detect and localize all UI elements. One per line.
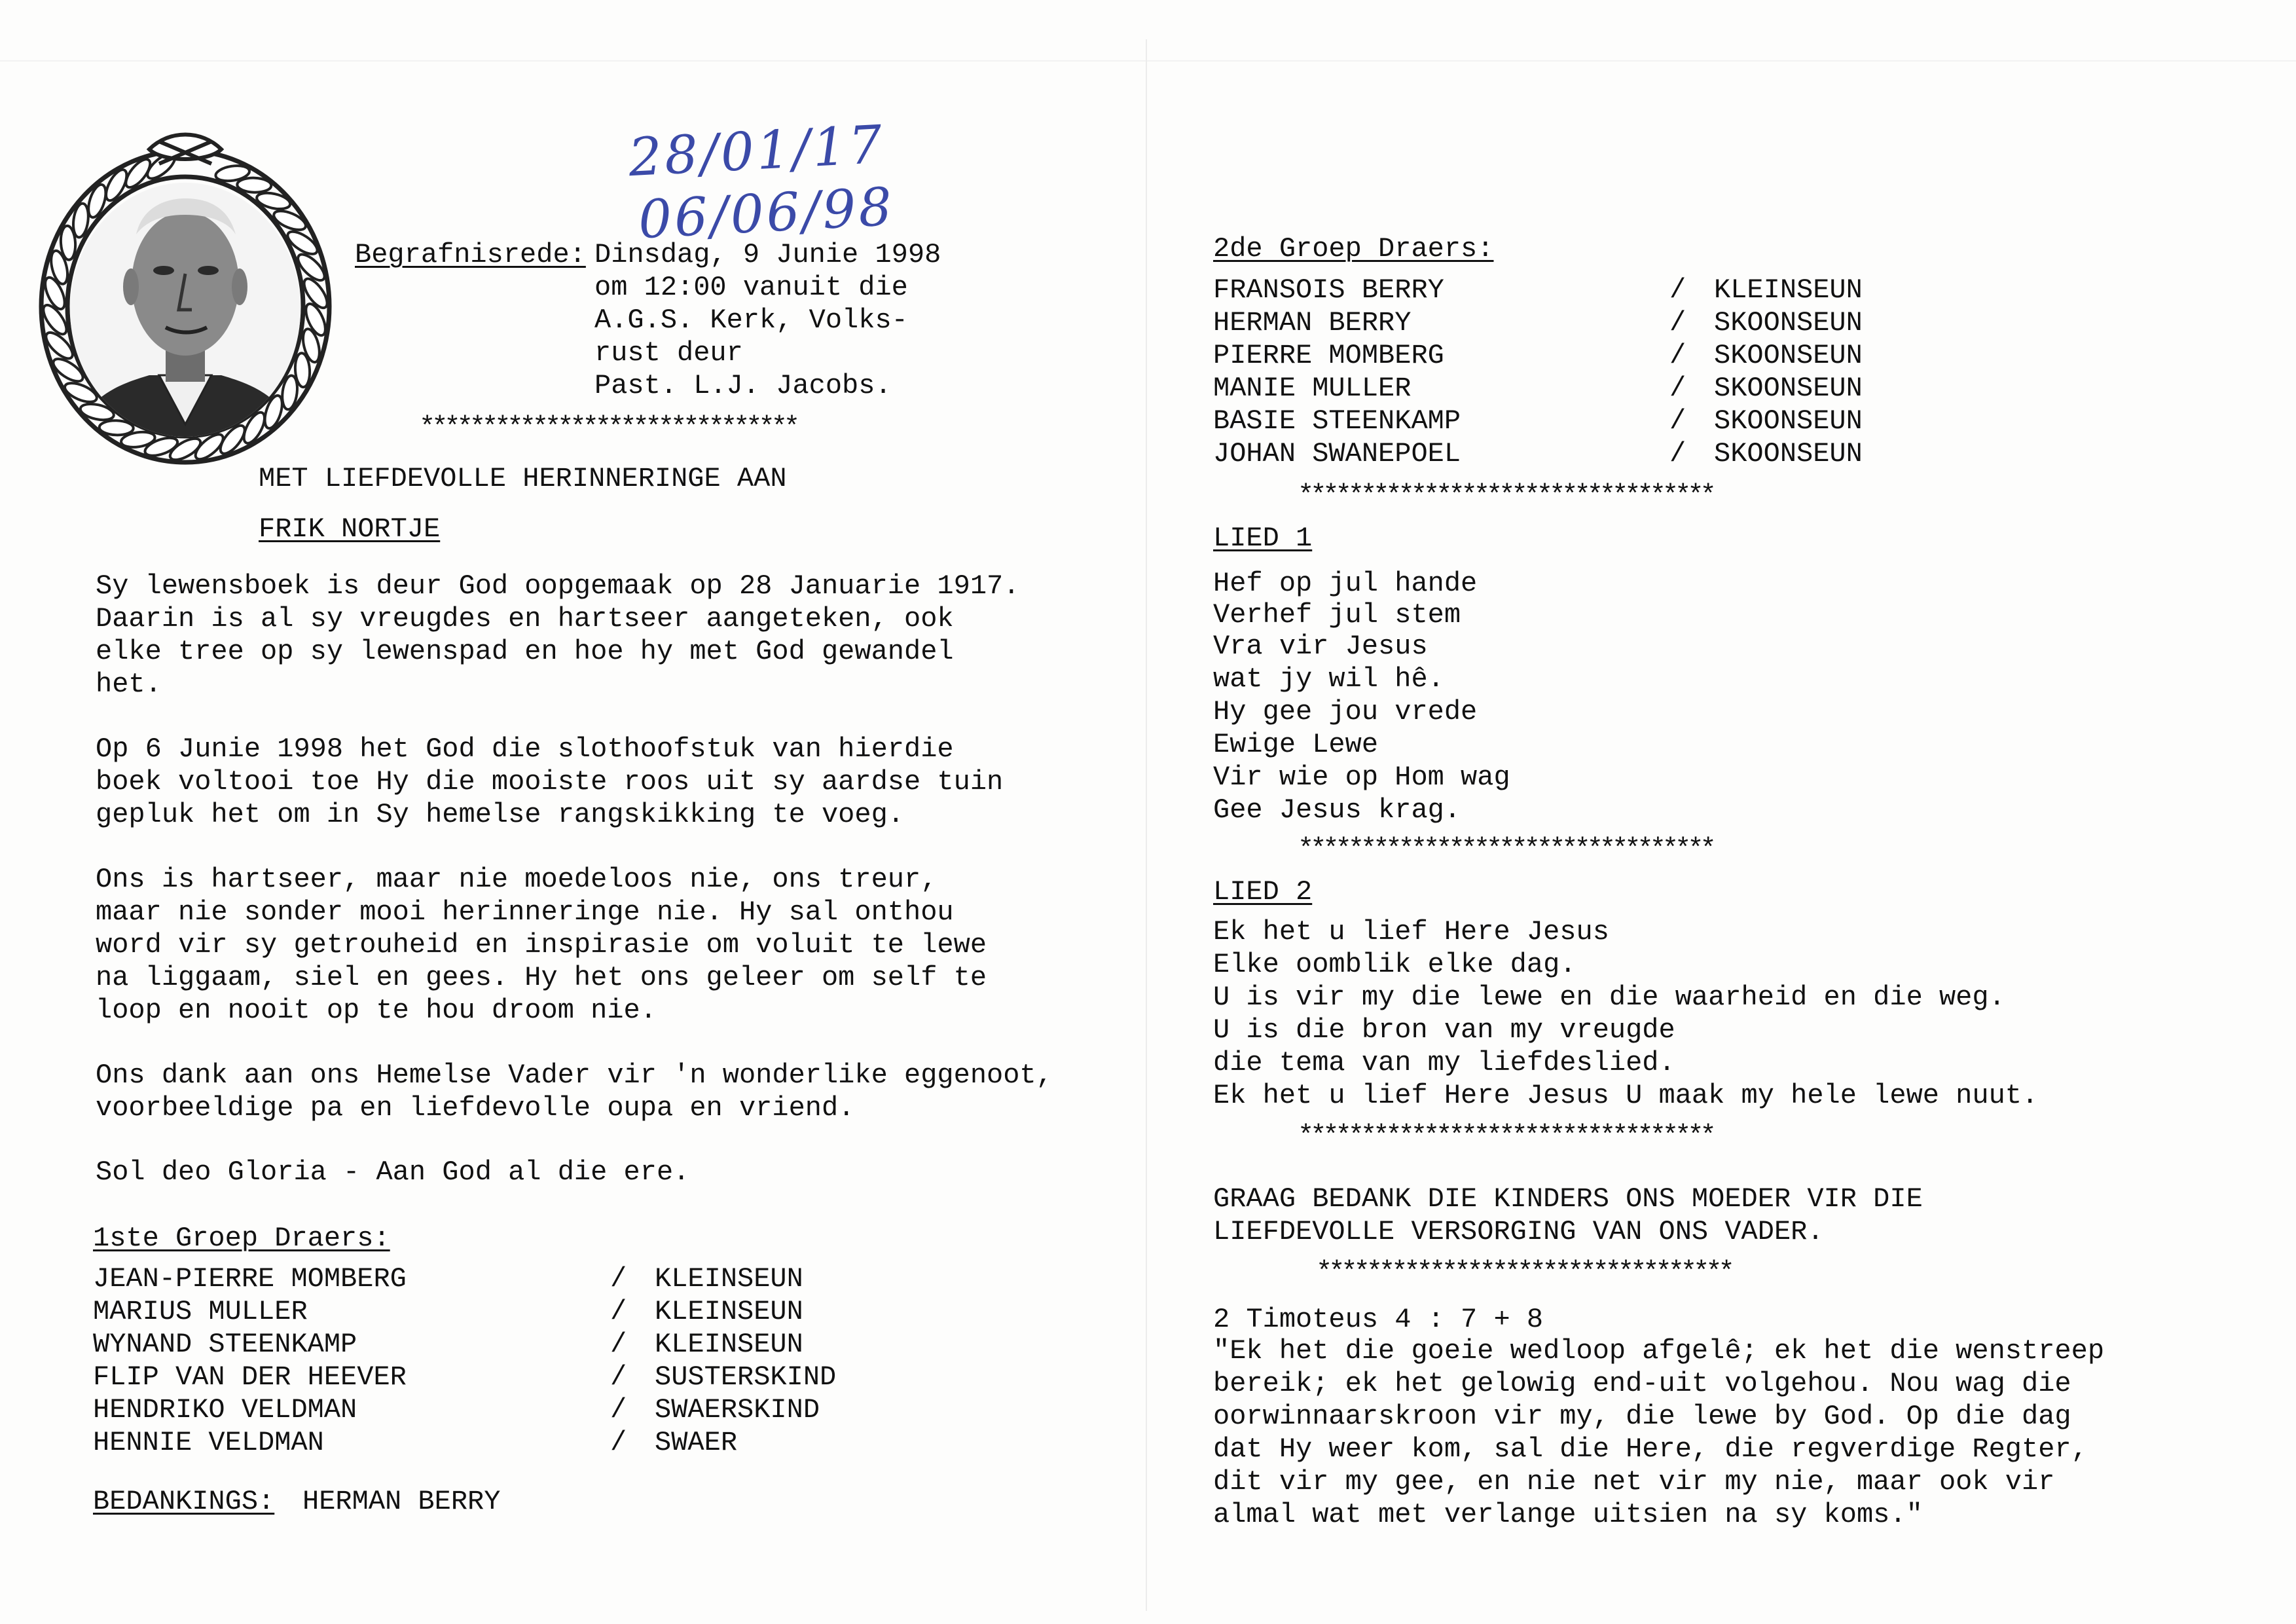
scripture-text: "Ek het die goeie wedloop afgelê; ek het die wenstreep bereik; ek het gelowig end-uit volgehou. Nou wag die oorwinnaarskroon vir my, die lewe by God. Op die dag dat Hy weer kom, sal die Here, die regverdige Regter, dit vir my gee, en nie net vir my nie, maar ook vir almal wat met verlange uitsien na sy koms."	[1213, 1335, 2105, 1530]
table-row	[1213, 372, 1999, 405]
separator: /	[1669, 340, 1686, 371]
separator: /	[610, 1296, 627, 1327]
song-line: die tema van my liefdeslied.	[1213, 1047, 1675, 1079]
bearer-name: FRANSOIS BERRY	[1213, 274, 1444, 306]
table-row	[1213, 405, 1999, 437]
table-row	[1213, 437, 1999, 470]
bearer-name: HERMAN BERRY	[1213, 307, 1412, 339]
table-row	[93, 1393, 879, 1426]
song1-title: LIED 1	[1213, 523, 1313, 554]
star-divider: *********************************	[1298, 1120, 1713, 1152]
song-line: wat jy wil hê.	[1213, 663, 1444, 695]
bearer-name: MANIE MULLER	[1213, 373, 1412, 404]
song2-title: LIED 2	[1213, 876, 1313, 908]
star-divider: *********************************	[1298, 834, 1713, 865]
song-line: Ek het u lief Here Jesus U maak my hele lewe nuut.	[1213, 1080, 2039, 1111]
gratitude-line: GRAAG BEDANK DIE KINDERS ONS MOEDER VIR DIE	[1213, 1183, 1923, 1215]
paragraph: Ons is hartseer, maar nie moedeloos nie, ons treur, maar nie sonder mooi herinneringe nie. Hy sal onthou word vir sy getrouheid en inspirasie om voluit te lewe na liggaam, siel en gees. Hy het ons geleer om self te loop en nooit op te hou droom nie.	[96, 864, 987, 1026]
wreath-leaf	[237, 177, 272, 193]
scan-edge	[0, 60, 2296, 62]
song-line: Elke oomblik elke dag.	[1213, 949, 1576, 980]
table-row	[1213, 339, 1999, 372]
bearer-relation: SWAER	[655, 1427, 738, 1458]
table-row	[1213, 306, 1999, 339]
funeral-line: A.G.S. Kerk, Volks-	[594, 304, 908, 336]
bearer-relation: KLEINSEUN	[655, 1329, 803, 1360]
bearer-name: WYNAND STEENKAMP	[93, 1329, 357, 1360]
funeral-line: rust deur	[594, 337, 743, 369]
wreath-portrait-image	[18, 123, 352, 480]
separator: /	[1669, 405, 1686, 437]
table-row	[93, 1361, 879, 1393]
bearer-relation: KLEINSEUN	[655, 1296, 803, 1327]
song-line: U is vir my die lewe en die waarheid en die weg.	[1213, 982, 2005, 1013]
bearer-name: BASIE STEENKAMP	[1213, 405, 1461, 437]
bearer-relation: KLEINSEUN	[655, 1263, 803, 1295]
bearer-name: JEAN-PIERRE MOMBERG	[93, 1263, 407, 1295]
thanks-label: BEDANKINGS:	[93, 1486, 275, 1517]
deceased-name: FRIK NORTJE	[259, 513, 441, 545]
song-line: Ek het u lief Here Jesus	[1213, 916, 1609, 948]
star-divider: *********************************	[1298, 480, 1713, 511]
funeral-line: Past. L.J. Jacobs.	[594, 370, 892, 401]
paragraph: Op 6 Junie 1998 het God die slothoofstuk van hierdie boek voltooi toe Hy die mooiste roos uit sy aardse tuin gepluk het om in Sy hemelse rangskikking te voeg.	[96, 733, 1004, 830]
song-line: Vra vir Jesus	[1213, 631, 1428, 662]
separator: /	[1669, 274, 1686, 306]
group2-title: 2de Groep Draers:	[1213, 233, 1494, 265]
song-line: Verhef jul stem	[1213, 599, 1461, 631]
bearer-relation: KLEINSEUN	[1714, 274, 1863, 306]
separator: /	[610, 1263, 627, 1295]
paragraph: Sy lewensboek is deur God oopgemaak op 28 Januarie 1917. Daarin is al sy vreugdes en hartseer aangeteken, ook elke tree op sy lewenspad en hoe hy met God gewandel het.	[96, 570, 1020, 700]
bearer-name: JOHAN SWANEPOEL	[1213, 438, 1461, 470]
bearer-relation: SKOONSEUN	[1714, 405, 1863, 437]
table-row	[93, 1328, 879, 1361]
bearer-name: HENDRIKO VELDMAN	[93, 1394, 357, 1426]
separator: /	[610, 1361, 627, 1393]
separator: /	[610, 1394, 627, 1426]
star-divider: ******************************	[419, 412, 797, 443]
group1-title: 1ste Groep Draers:	[93, 1223, 390, 1254]
bearer-name: HENNIE VELDMAN	[93, 1427, 324, 1458]
wreath-leaf	[271, 207, 308, 234]
star-divider: *********************************	[1316, 1257, 1731, 1288]
fold-line	[1146, 39, 1147, 1611]
song-line: Hef op jul hande	[1213, 568, 1478, 599]
bearer-name: FLIP VAN DER HEEVER	[93, 1361, 407, 1393]
song-line: Ewige Lewe	[1213, 729, 1379, 760]
funeral-line: Dinsdag, 9 Junie 1998	[594, 239, 941, 270]
table-row	[1213, 274, 1999, 306]
separator: /	[1669, 373, 1686, 404]
handwritten-date-1: 28/01/17	[627, 113, 886, 189]
thanks-name: HERMAN BERRY	[302, 1486, 501, 1517]
table-row	[93, 1426, 879, 1459]
bearer-name: PIERRE MOMBERG	[1213, 340, 1444, 371]
separator: /	[610, 1329, 627, 1360]
bearer-relation: SWAERSKIND	[655, 1394, 820, 1426]
bearer-relation: SKOONSEUN	[1714, 373, 1863, 404]
bearer-relation: SKOONSEUN	[1714, 340, 1863, 371]
wreath-leaf	[99, 420, 134, 435]
bearer-name: MARIUS MULLER	[93, 1296, 308, 1327]
funeral-label: Begrafnisrede:	[355, 239, 586, 270]
table-row	[93, 1263, 879, 1295]
handwritten-date-2: 06/06/98	[636, 175, 896, 251]
song-line: Vir wie op Hom wag	[1213, 762, 1510, 793]
separator: /	[1669, 438, 1686, 470]
bearer-relation: SKOONSEUN	[1714, 307, 1863, 339]
song-line: Hy gee jou vrede	[1213, 696, 1478, 728]
table-row	[93, 1295, 879, 1328]
bearer-relation: SUSTERSKIND	[655, 1361, 837, 1393]
separator: /	[1669, 307, 1686, 339]
paragraph: Ons dank aan ons Hemelse Vader vir 'n wonderlike eggenoot, voorbeeldige pa en liefdevolle oupa en vriend.	[96, 1060, 1053, 1124]
gratitude-line: LIEFDEVOLLE VERSORGING VAN ONS VADER.	[1213, 1216, 1824, 1247]
funeral-line: om 12:00 vanuit die	[594, 272, 908, 303]
paragraph: Sol deo Gloria - Aan God al die ere.	[96, 1156, 690, 1188]
bearer-relation: SKOONSEUN	[1714, 438, 1863, 470]
song-line: U is die bron van my vreugde	[1213, 1014, 1675, 1046]
scripture-reference: 2 Timoteus 4 : 7 + 8	[1213, 1304, 1544, 1335]
memorial-heading: MET LIEFDEVOLLE HERINNERINGE AAN	[259, 463, 787, 494]
separator: /	[610, 1427, 627, 1458]
song-line: Gee Jesus krag.	[1213, 794, 1461, 826]
